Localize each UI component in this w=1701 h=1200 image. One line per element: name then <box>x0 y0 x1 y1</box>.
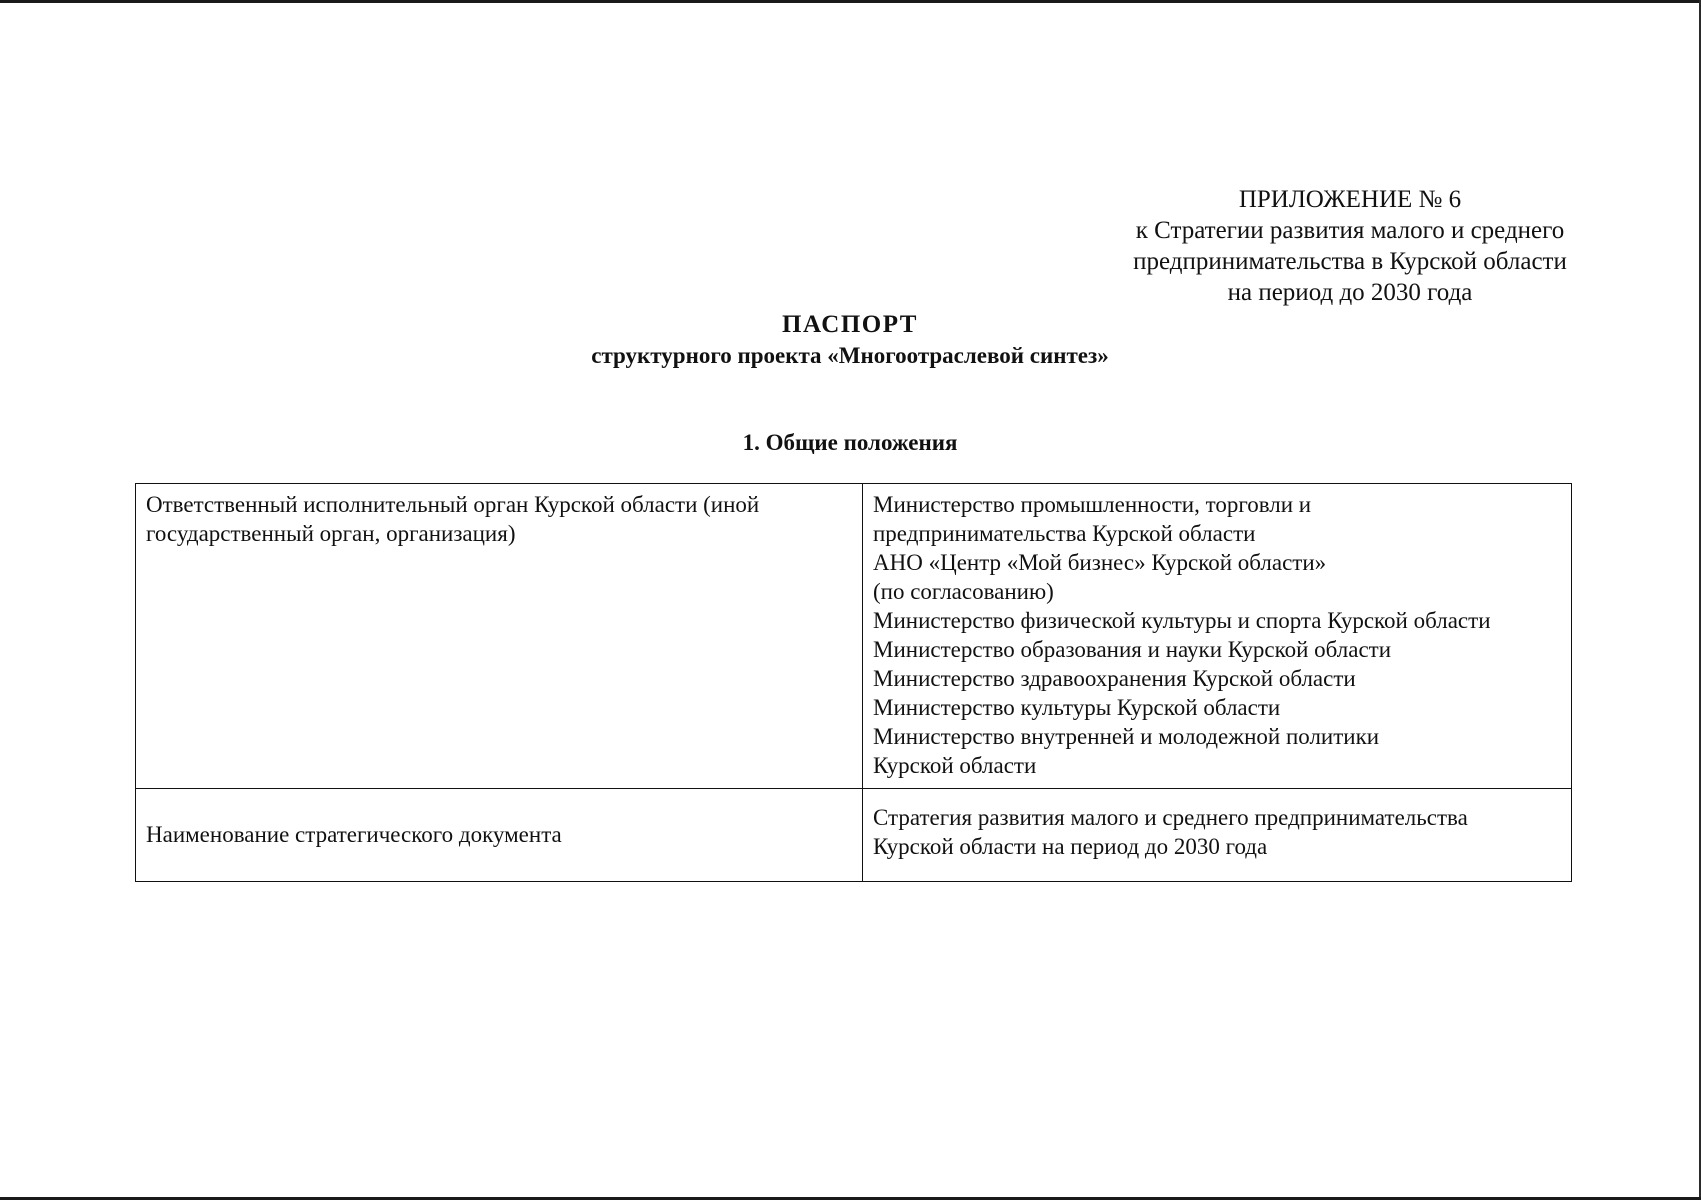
row-label-line: государственный орган, организация) <box>146 521 516 546</box>
row-label-cell <box>136 789 863 882</box>
passport-title: ПАСПОРТ <box>782 311 918 338</box>
row-value-line: предпринимательства Курской области <box>873 521 1256 546</box>
row-value-line: Курской области <box>873 753 1037 778</box>
appendix-ref-line-1: к Стратегии развития малого и среднего <box>1135 217 1565 244</box>
row-value-line: Курской области на период до 2030 года <box>873 834 1268 859</box>
appendix-ref-line-2: предпринимательства в Курской области <box>1133 248 1567 275</box>
row-label-line: Ответственный исполнительный орган Курской области (иной <box>146 492 760 517</box>
passport-table <box>135 483 1572 882</box>
row-value-line: Стратегия развития малого и среднего предпринимательства <box>873 805 1468 830</box>
row-label-cell <box>136 484 863 789</box>
row-value-line: (по согласованию) <box>873 579 1054 604</box>
appendix-ref-line-3: на период до 2030 года <box>1227 279 1473 306</box>
appendix-header <box>1060 184 1640 308</box>
row-value-line: Министерство здравоохранения Курской области <box>873 666 1356 691</box>
row-value-line: Министерство внутренней и молодежной политики <box>873 724 1380 749</box>
row-value-cell <box>863 789 1572 882</box>
row-value-line: Министерство физической культуры и спорта Курской области <box>873 608 1491 633</box>
table-row <box>136 789 1572 882</box>
row-value-line: Министерство культуры Курской области <box>873 695 1281 720</box>
appendix-number: ПРИЛОЖЕНИЕ № 6 <box>1238 186 1462 213</box>
row-value-line: Министерство образования и науки Курской области <box>873 637 1392 662</box>
scan-edge-top <box>0 0 1701 3</box>
row-value-cell <box>863 484 1572 789</box>
row-value-line: АНО «Центр «Мой бизнес» Курской области» <box>873 550 1327 575</box>
row-label-line: Наименование стратегического документа <box>146 821 562 847</box>
row-value-line: Министерство промышленности, торговли и <box>873 492 1312 517</box>
section-title: 1. Общие положения <box>742 430 958 455</box>
passport-subtitle: структурного проекта «Многоотраслевой синтез» <box>591 343 1109 368</box>
table-row <box>136 484 1572 789</box>
